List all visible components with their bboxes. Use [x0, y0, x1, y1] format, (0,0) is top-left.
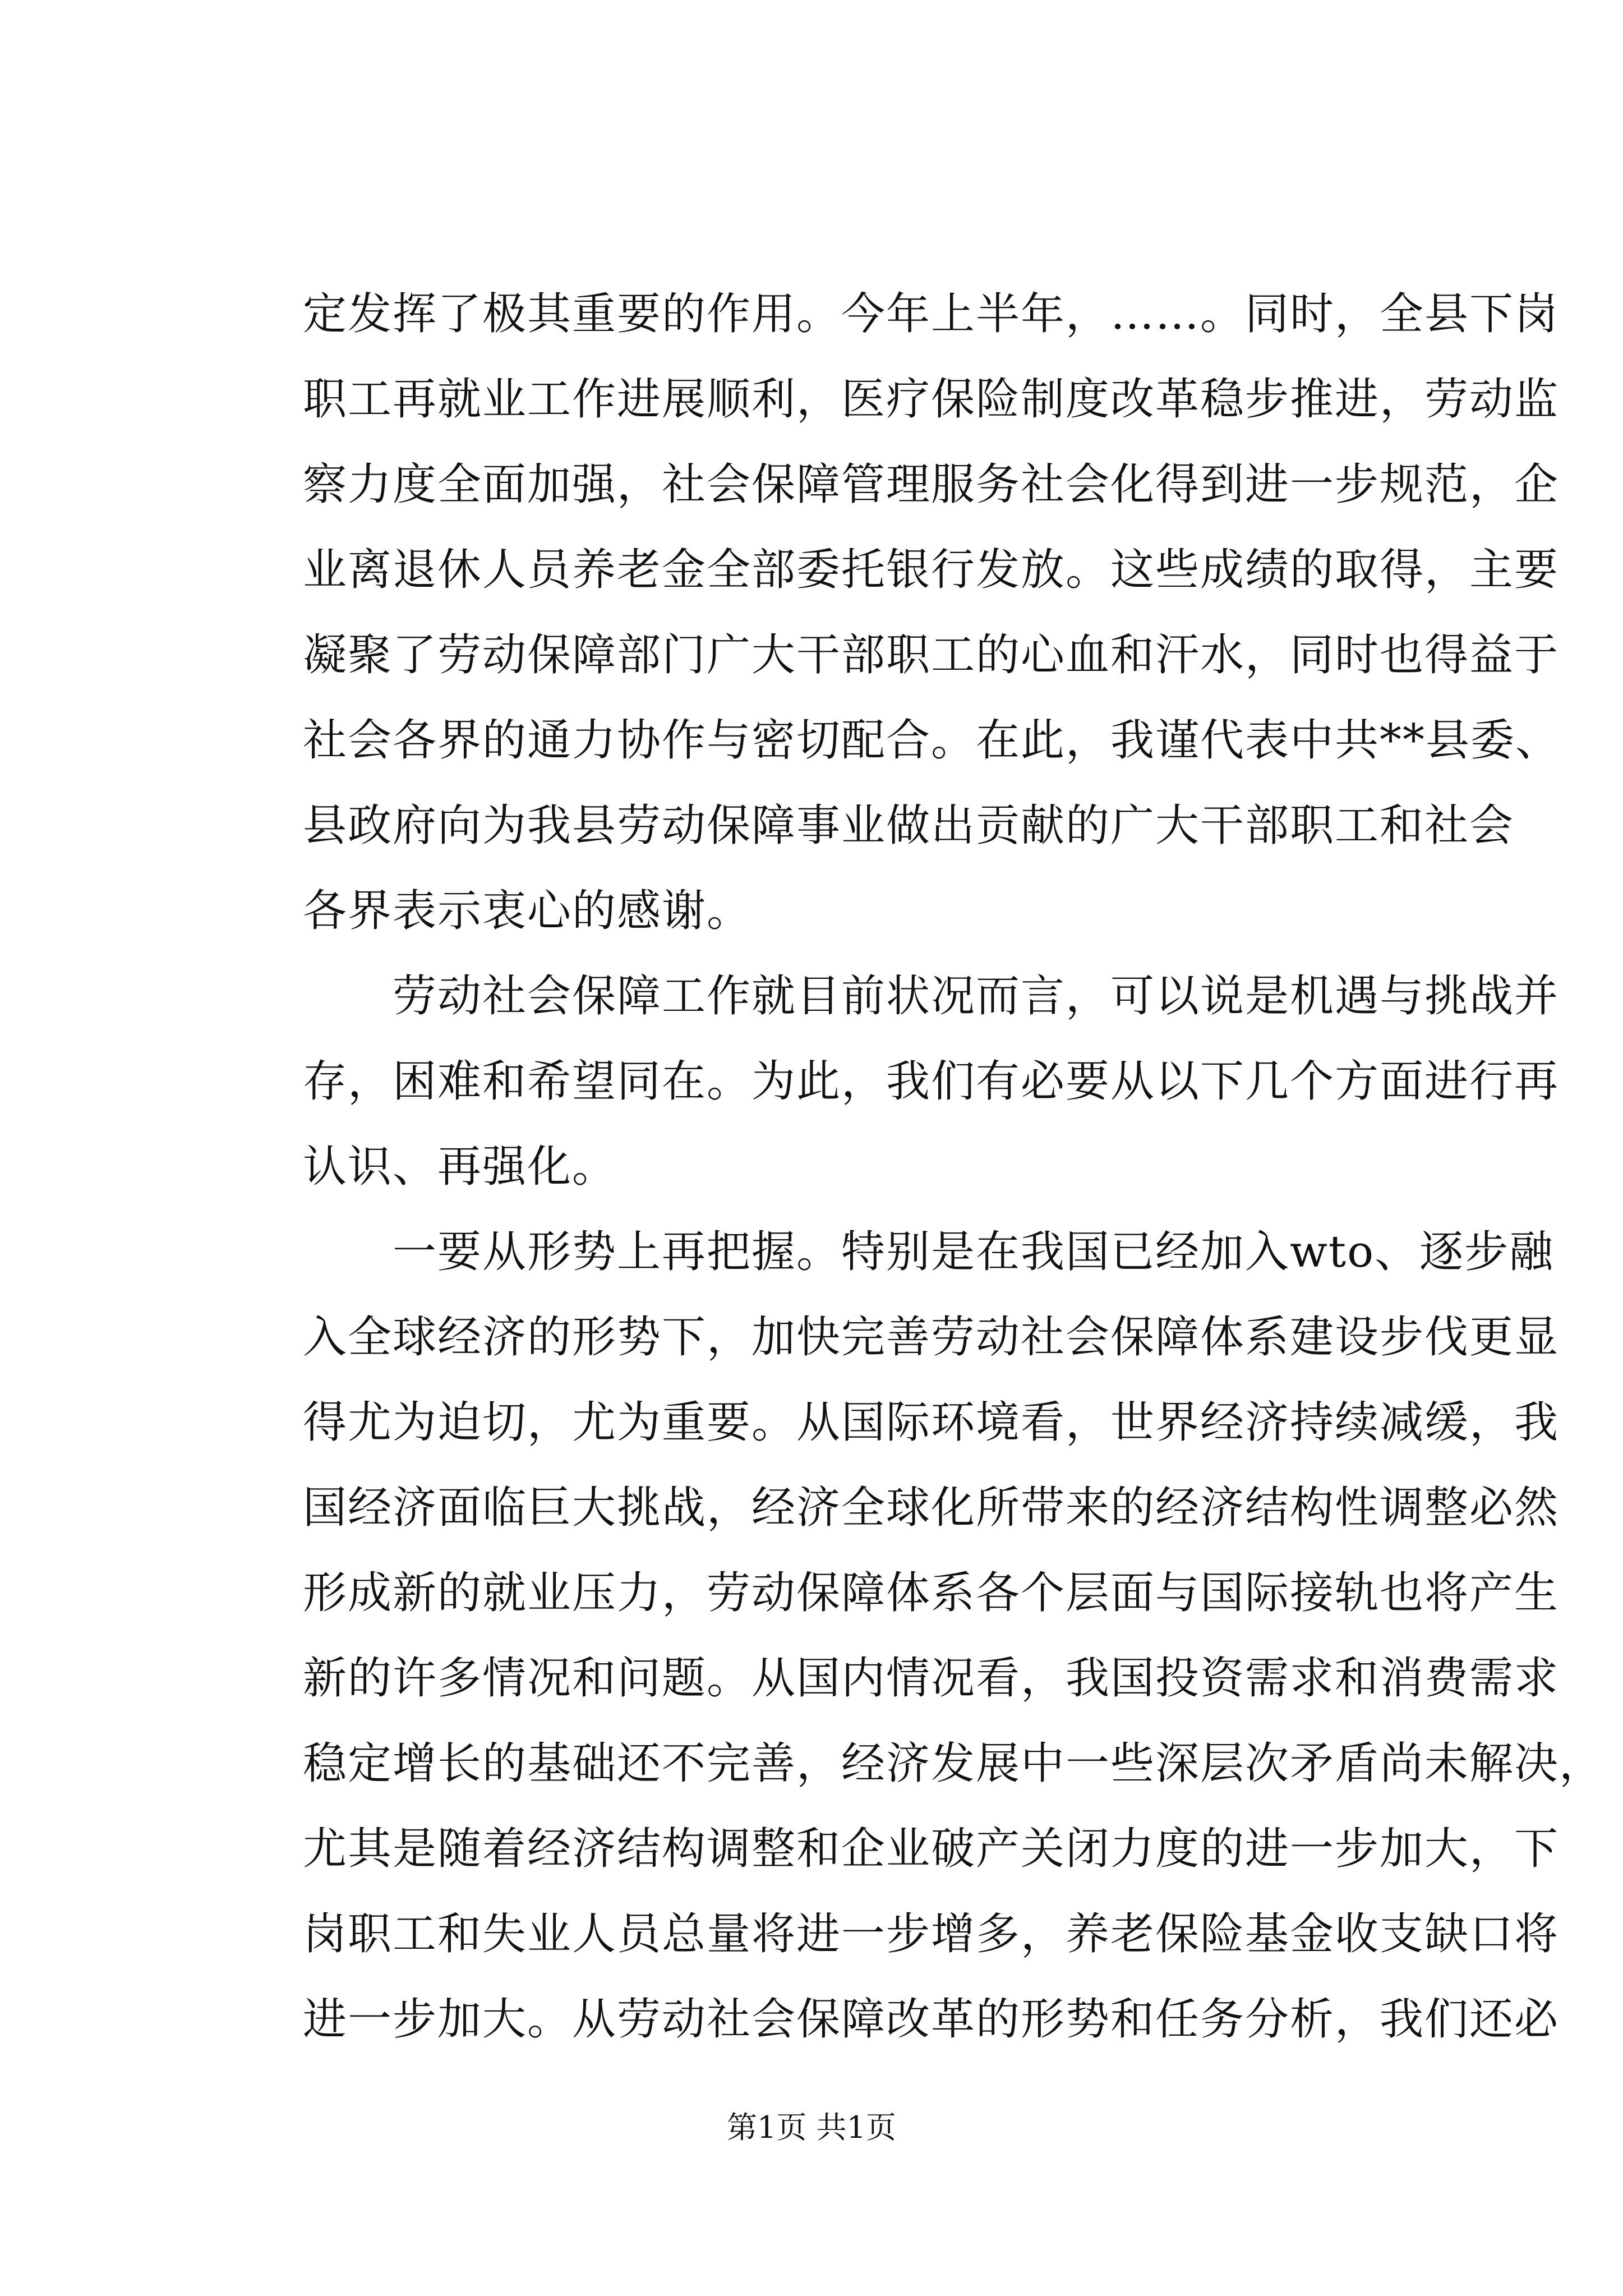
text-line: 形成新的就业压力，劳动保障体系各个层面与国际接轨也将产生: [303, 1568, 1560, 1618]
text-line: 察力度全面加强，社会保障管理服务社会化得到进一步规范，企: [303, 459, 1560, 510]
text-line: 认识、再强化。: [303, 1142, 617, 1192]
text-line: 进一步加大。从劳动社会保障改革的形势和任务分析，我们还必: [303, 1994, 1560, 2045]
paragraph-start-line: 一要从形势上再把握。特别是在我国已经加入wto、逐步融: [303, 1227, 1555, 1277]
text-line: 得尤为迫切，尤为重要。从国际环境看，世界经济持续减缓，我: [303, 1397, 1560, 1448]
text-line: 社会各界的通力协作与密切配合。在此，我谨代表中共**县委、: [303, 715, 1561, 766]
text-line: 入全球经济的形势下，加快完善劳动社会保障体系建设步伐更显: [303, 1312, 1560, 1363]
text-line: 职工再就业工作进展顺利，医疗保险制度改革稳步推进，劳动监: [303, 374, 1560, 425]
text-line: 新的许多情况和问题。从国内情况看，我国投资需求和消费需求: [303, 1653, 1560, 1704]
text-line: 业离退休人员养老金全部委托银行发放。这些成绩的取得，主要: [303, 545, 1560, 595]
text-line: 岗职工和失业人员总量将进一步增多，养老保险基金收支缺口将: [303, 1909, 1560, 1959]
text-line: 县政府向为我县劳动保障事业做出贡献的广大干部职工和社会: [303, 800, 1515, 851]
text-line: 各界表示衷心的感谢。: [303, 886, 752, 936]
page-footer: 第1页 共1页: [727, 2110, 896, 2145]
text-line: 凝聚了劳动保障部门广大干部职工的心血和汗水，同时也得益于: [303, 630, 1560, 680]
paragraph-start-line: 劳动社会保障工作就目前状况而言，可以说是机遇与挑战并: [303, 971, 1560, 1022]
text-line: 国经济面临巨大挑战，经济全球化所带来的经济结构性调整必然: [303, 1483, 1560, 1533]
text-line: 定发挥了极其重要的作用。今年上半年，……。同时，全县下岗: [303, 289, 1560, 339]
text-line: 尤其是随着经济结构调整和企业破产关闭力度的进一步加大，下: [303, 1824, 1560, 1874]
text-line: 稳定增长的基础还不完善，经济发展中一些深层次矛盾尚未解决，: [303, 1738, 1604, 1789]
text-line: 存，困难和希望同在。为此，我们有必要从以下几个方面进行再: [303, 1056, 1560, 1107]
